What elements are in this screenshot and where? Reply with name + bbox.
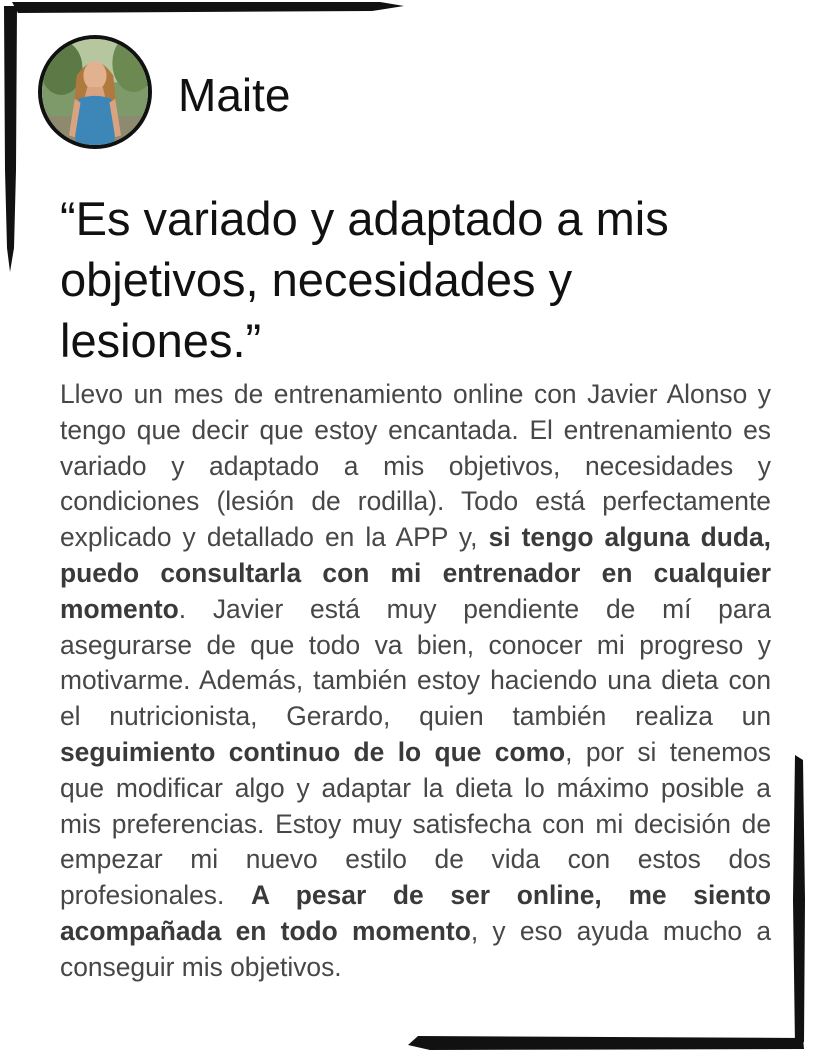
reviewer-name: Maite [178, 69, 291, 121]
avatar [38, 35, 152, 149]
brush-stroke-bottom [408, 1036, 804, 1050]
review-segment: . Javier está muy pendiente de mí para asegurarse de que todo va bien, conocer mi progreso y motivarme. Además, también estoy haciendo una dieta con el nutricionista, Gerardo, quien también realiza un [60, 593, 771, 732]
review-segment-bold: seguimiento continuo de lo que como [60, 736, 566, 767]
person-photo-icon [42, 39, 148, 145]
review-segment: Llevo un mes de entrenamiento online con Javier Alonso y tengo que decir que estoy encantada. El entrenamiento es variado y adaptado a mis objetivos, necesidades y condiciones (lesión de rodilla). Todo está perfectamente explicado y detallado en la APP y, [60, 379, 771, 553]
review-segment: , y eso ayuda mucho a conseguir mis objetivos. [60, 915, 771, 982]
brush-stroke-left [4, 6, 17, 272]
review-segment-bold: si tengo alguna duda, puedo consultarla con mi entrenador en cualquier momento [60, 522, 771, 624]
quote-headline: “Es variado y adaptado a mis objetivos, necesidades y lesiones.” [60, 192, 669, 367]
review-segment: , por si tenemos que modificar algo y adaptar la dieta lo máximo posible a mis preferencias. Estoy muy satisfecha con mi decisión de empezar mi nuevo estilo de vida con estos dos profesionales. [60, 736, 771, 911]
review-segment-bold: A pesar de ser online, me siento acompañada en todo momento [60, 880, 771, 946]
brush-stroke-top [12, 2, 404, 13]
brush-stroke-right [793, 755, 805, 1046]
review-text [60, 377, 771, 986]
